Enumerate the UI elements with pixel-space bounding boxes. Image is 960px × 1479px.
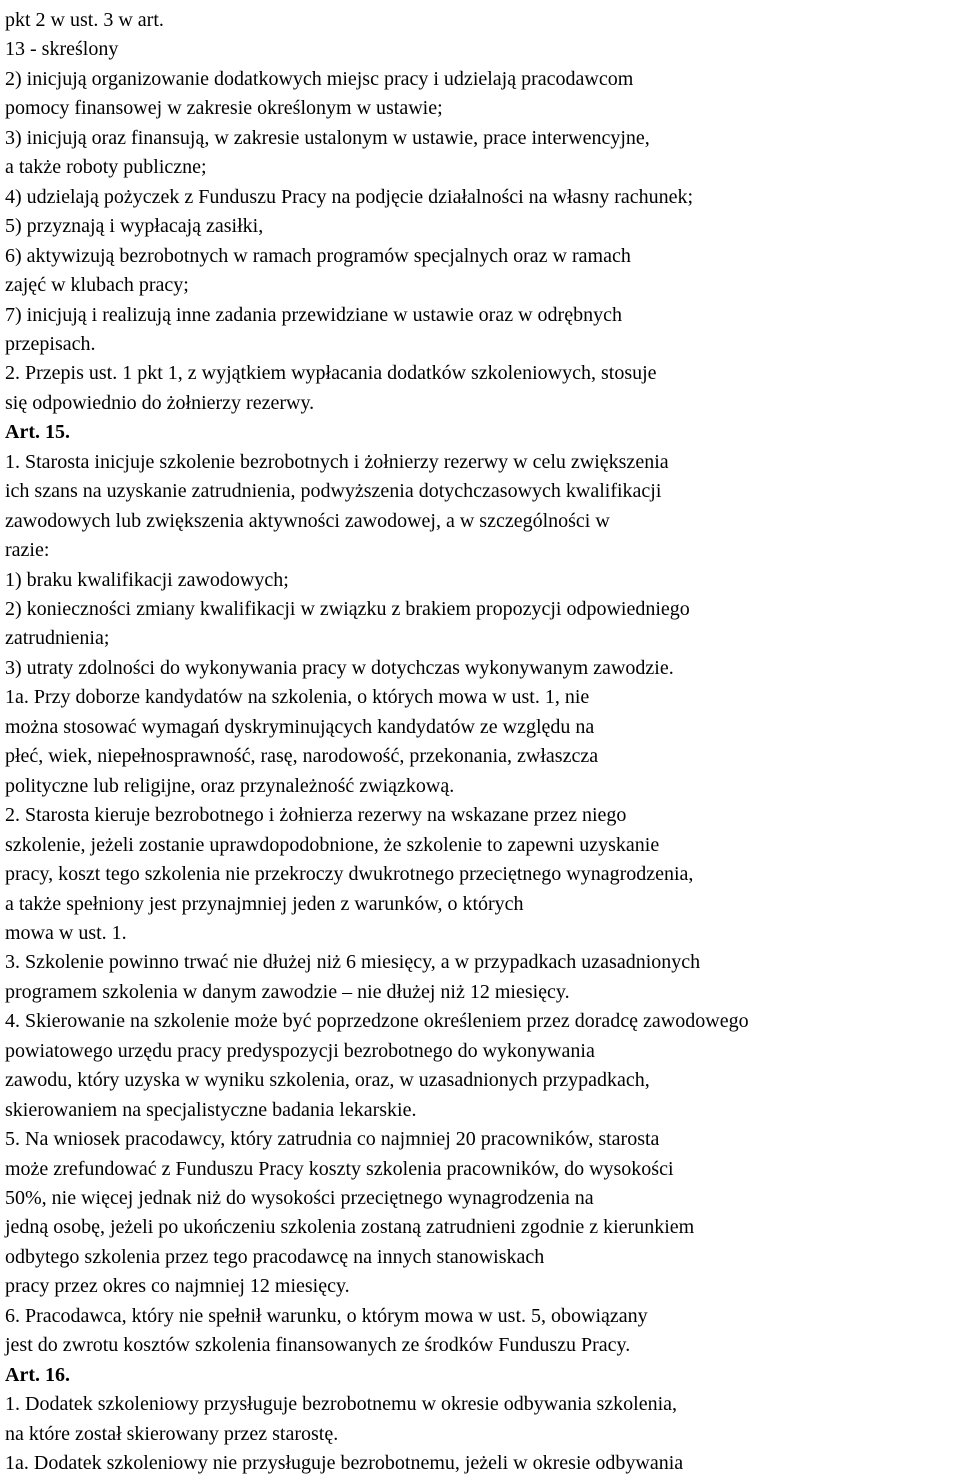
text-line: 4) udzielają pożyczek z Funduszu Pracy na podjęcie działalności na własny rachunek; [5, 185, 694, 208]
text-line: na które został skierowany przez starostę. [5, 1422, 339, 1445]
text-line: może zrefundować z Funduszu Pracy koszty szkolenia pracowników, do wysokości [5, 1157, 674, 1180]
text-line: 6) aktywizują bezrobotnych w ramach programów specjalnych oraz w ramach [5, 244, 631, 267]
text-line: płeć, wiek, niepełnosprawność, rasę, narodowość, przekonania, zwłaszcza [5, 745, 599, 768]
text-line: 4. Skierowanie na szkolenie może być poprzedzone określeniem przez doradcę zawodowego [5, 1010, 749, 1033]
text-line: 3. Szkolenie powinno trwać nie dłużej niż 6 miesięcy, a w przypadkach uzasadnionych [5, 951, 701, 974]
text-line: 2) konieczności zmiany kwalifikacji w związku z brakiem propozycji odpowiedniego [5, 598, 690, 620]
text-line: 2. Starosta kieruje bezrobotnego i żołnierza rezerwy na wskazane przez niego [5, 804, 627, 827]
text-line: odbytego szkolenia przez tego pracodawcę na innych stanowiskach [5, 1245, 545, 1268]
text-line: pracy, koszt tego szkolenia nie przekroczy dwukrotnego przeciętnego wynagrodzenia, [5, 863, 694, 886]
text-line: 1a. Przy doborze kandydatów na szkolenia, o których mowa w ust. 1, nie [5, 686, 590, 709]
text-line: programem szkolenia w danym zawodzie – nie dłużej niż 12 miesięcy. [5, 980, 570, 1003]
text-line: 2. Przepis ust. 1 pkt 1, z wyjątkiem wypłacania dodatków szkoleniowych, stosuje [5, 362, 657, 385]
article-heading: Art. 15. [5, 421, 70, 444]
text-line: jest do zwrotu kosztów szkolenia finansowanych ze środków Funduszu Pracy. [5, 1334, 631, 1357]
text-line: 13 - skreślony [5, 38, 119, 61]
text-line: 50%, nie więcej jednak niż do wysokości przeciętnego wynagrodzenia na [5, 1187, 594, 1209]
text-line: skierowaniem na specjalistyczne badania lekarskie. [5, 1098, 417, 1121]
text-line: pracy przez okres co najmniej 12 miesięcy. [5, 1275, 350, 1298]
text-line: ich szans na uzyskanie zatrudnienia, podwyższenia dotychczasowych kwalifikacji [5, 480, 662, 503]
text-line: razie: [5, 539, 50, 562]
text-line: 5. Na wniosek pracodawcy, który zatrudnia co najmniej 20 pracowników, starosta [5, 1128, 660, 1151]
text-line: można stosować wymagań dyskryminujących kandydatów ze względu na [5, 715, 595, 738]
text-line: 2) inicjują organizowanie dodatkowych miejsc pracy i udzielają pracodawcom [5, 67, 634, 90]
text-line: pkt 2 w ust. 3 w art. [5, 9, 164, 31]
text-line: pomocy finansowej w zakresie określonym w ustawie; [5, 97, 443, 120]
text-line: 3) inicjują oraz finansują, w zakresie ustalonym w ustawie, prace interwencyjne, [5, 126, 650, 149]
text-line: 1a. Dodatek szkoleniowy nie przysługuje bezrobotnemu, jeżeli w okresie odbywania [5, 1452, 684, 1475]
text-line: 3) utraty zdolności do wykonywania pracy w dotychczas wykonywanym zawodzie. [5, 656, 674, 679]
text-line: 5) przyznają i wypłacają zasiłki, [5, 215, 264, 238]
text-line: a także roboty publiczne; [5, 156, 207, 179]
text-line: polityczne lub religijne, oraz przynależność związkową. [5, 774, 455, 797]
text-line: zajęć w klubach pracy; [5, 274, 189, 297]
text-line: 6. Pracodawca, który nie spełnił warunku, o którym mowa w ust. 5, obowiązany [5, 1304, 648, 1327]
text-line: a także spełniony jest przynajmniej jeden z warunków, o których [5, 892, 524, 915]
text-line: 1) braku kwalifikacji zawodowych; [5, 568, 289, 591]
text-line: 1. Starosta inicjuje szkolenie bezrobotnych i żołnierzy rezerwy w celu zwiększenia [5, 450, 669, 473]
text-line: się odpowiednio do żołnierzy rezerwy. [5, 391, 315, 414]
article-heading: Art. 16. [5, 1363, 70, 1386]
text-line: jedną osobę, jeżeli po ukończeniu szkolenia zostaną zatrudnieni zgodnie z kierunkiem [5, 1216, 695, 1239]
text-line: zawodu, który uzyska w wyniku szkolenia, oraz, w uzasadnionych przypadkach, [5, 1069, 650, 1092]
text-line: 7) inicjują i realizują inne zadania przewidziane w ustawie oraz w odrębnych [5, 303, 622, 326]
text-line: powiatowego urzędu pracy predyspozycji bezrobotnego do wykonywania [5, 1039, 595, 1062]
text-line: szkolenie, jeżeli zostanie uprawdopodobnione, że szkolenie to zapewni uzyskanie [5, 833, 660, 856]
text-line: mowa w ust. 1. [5, 921, 127, 944]
text-line: zawodowych lub zwiększenia aktywności zawodowej, a w szczególności w [5, 509, 610, 532]
text-line: przepisach. [5, 332, 96, 355]
text-line: 1. Dodatek szkoleniowy przysługuje bezrobotnemu w okresie odbywania szkolenia, [5, 1393, 678, 1416]
text-line: zatrudnienia; [5, 627, 110, 650]
